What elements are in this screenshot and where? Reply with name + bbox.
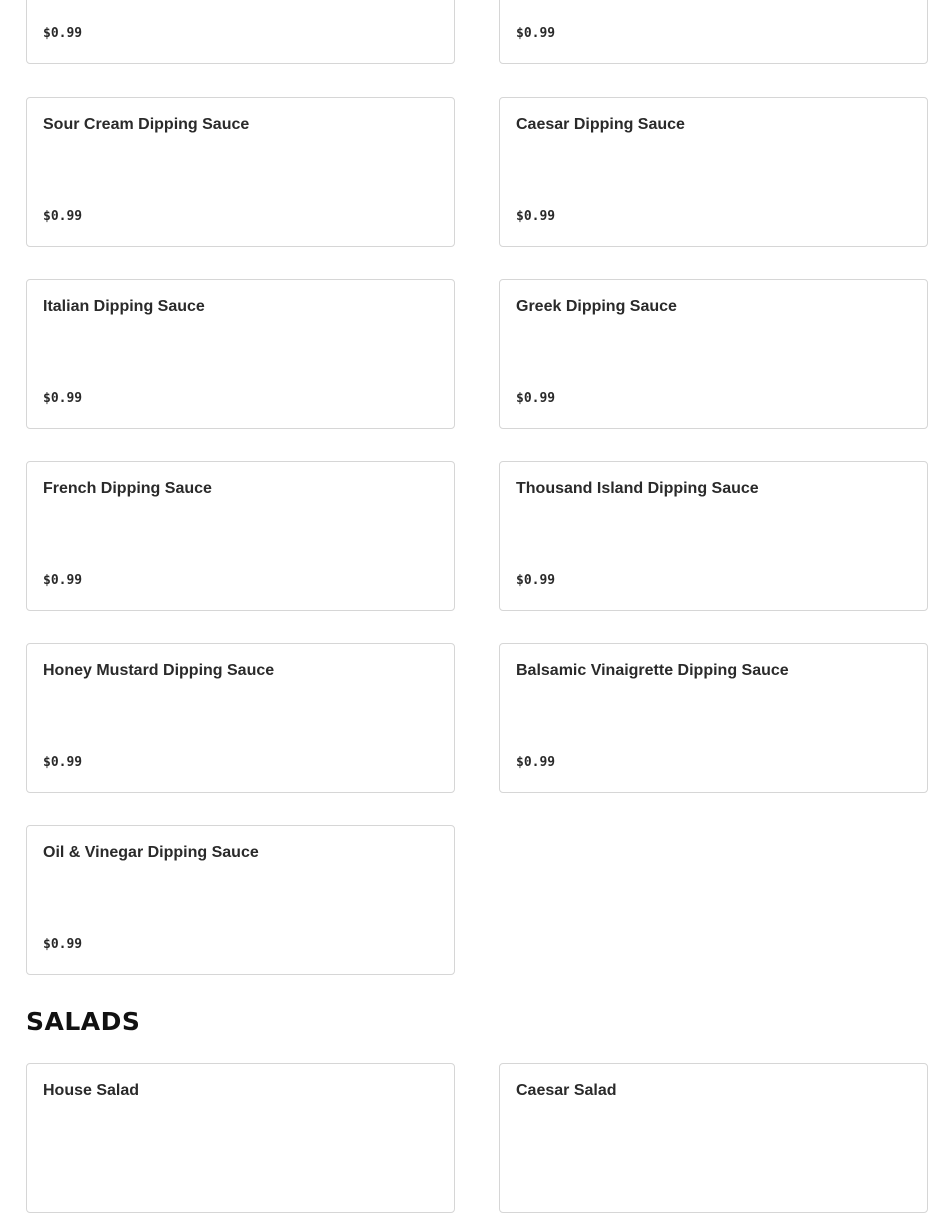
menu-item-card[interactable] xyxy=(26,0,455,64)
menu-item-name: Caesar Dipping Sauce xyxy=(516,116,685,133)
menu-item-price: $0.99 xyxy=(43,573,83,588)
menu-item-price: $0.99 xyxy=(516,26,556,41)
menu-item-name: Thousand Island Dipping Sauce xyxy=(516,480,759,497)
menu-item-price: $0.99 xyxy=(43,209,83,224)
menu-item-name: French Dipping Sauce xyxy=(43,480,212,497)
menu-item-name: House Salad xyxy=(43,1082,140,1099)
menu-item-card[interactable] xyxy=(499,1063,928,1213)
menu-item-card[interactable] xyxy=(26,825,455,975)
menu-item-price: $0.99 xyxy=(43,26,83,41)
menu-item-card[interactable] xyxy=(26,461,455,611)
menu-item-card[interactable] xyxy=(26,1063,455,1213)
menu-item-name: Oil & Vinegar Dipping Sauce xyxy=(43,844,259,861)
menu-item-card[interactable] xyxy=(499,0,928,64)
menu-item-price: $0.99 xyxy=(516,755,556,770)
menu-item-price: $0.99 xyxy=(43,937,83,952)
menu-item-name: Honey Mustard Dipping Sauce xyxy=(43,662,275,679)
menu-item-name: Sour Cream Dipping Sauce xyxy=(43,116,250,133)
menu-item-name: Caesar Salad xyxy=(516,1082,617,1099)
menu-item-name: Italian Dipping Sauce xyxy=(43,298,205,315)
menu-item-card[interactable] xyxy=(499,643,928,793)
menu-item-name: Balsamic Vinaigrette Dipping Sauce xyxy=(516,662,789,679)
section-title-salads: SALADS xyxy=(26,1007,141,1036)
menu-item-card[interactable] xyxy=(26,97,455,247)
menu-item-card[interactable] xyxy=(26,279,455,429)
menu-item-price: $0.99 xyxy=(43,391,83,406)
menu-item-card[interactable] xyxy=(26,643,455,793)
menu-item-card[interactable] xyxy=(499,279,928,429)
menu-item-price: $0.99 xyxy=(43,755,83,770)
menu-item-price: $0.99 xyxy=(516,209,556,224)
menu-item-card[interactable] xyxy=(499,97,928,247)
menu-item-card[interactable] xyxy=(499,461,928,611)
menu-item-price: $0.99 xyxy=(516,573,556,588)
menu-item-price: $0.99 xyxy=(516,391,556,406)
menu-item-name: Greek Dipping Sauce xyxy=(516,298,677,315)
